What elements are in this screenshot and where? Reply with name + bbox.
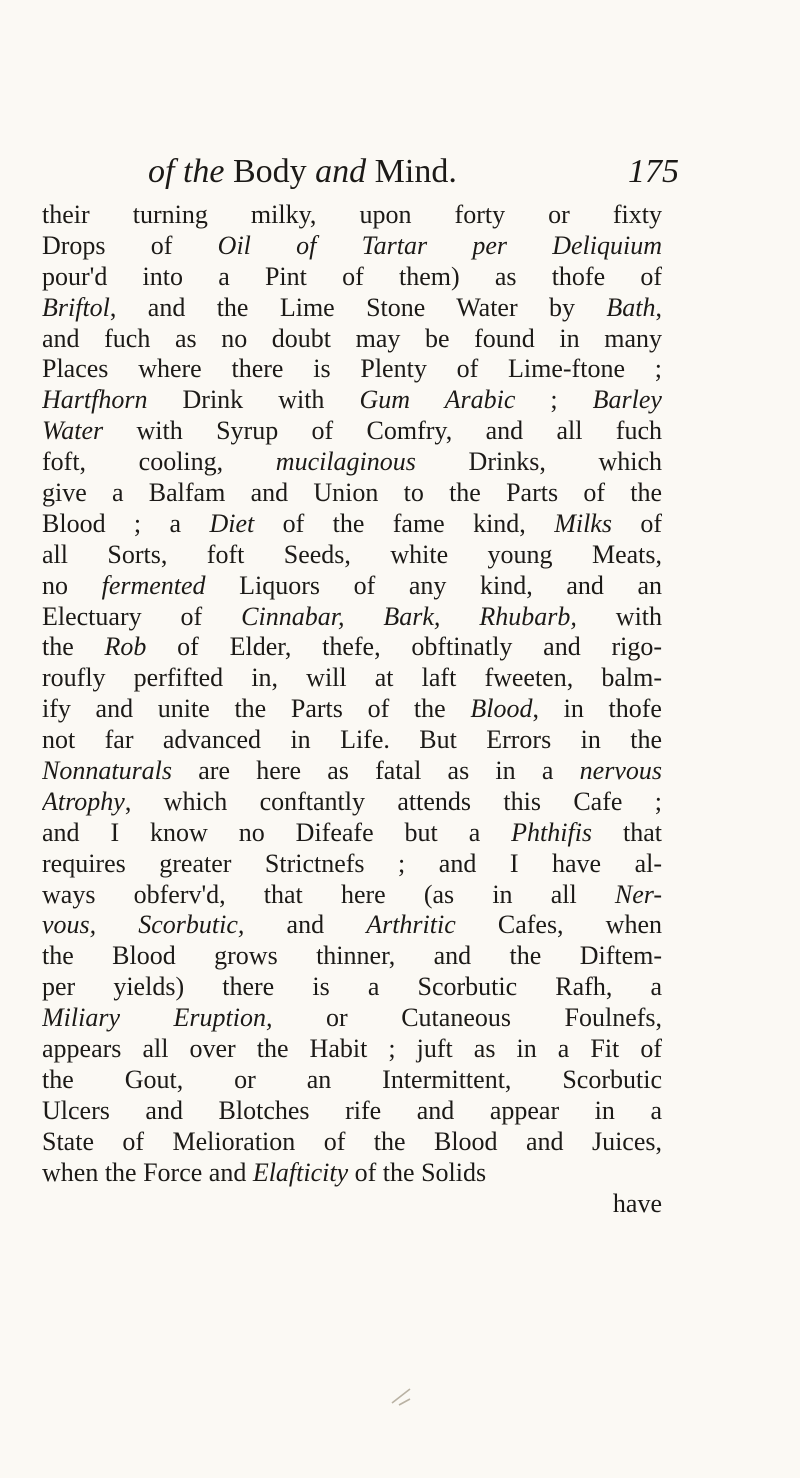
text-segment: Arthritic: [366, 910, 456, 940]
text-line: [42, 663, 662, 694]
text-line: [42, 972, 662, 1003]
text-segment: Phthifis: [511, 817, 593, 847]
text-segment: Diet: [209, 508, 255, 538]
text-segment: per yields) there is a Scorbutic Rafh, a: [42, 972, 662, 1002]
text-segment: Ner-: [614, 879, 662, 909]
text-segment: no: [42, 570, 102, 600]
text-line: [42, 324, 662, 355]
text-segment: foft, cooling,: [42, 447, 276, 477]
text-line: [42, 1003, 662, 1034]
text-line: [42, 571, 662, 602]
text-line: [42, 632, 662, 663]
text-segment: with Syrup of Comfry, and all fuch: [103, 416, 662, 446]
text-segment: Rob: [104, 632, 147, 662]
text-segment: or Cutaneous Foulnefs,: [272, 1003, 662, 1033]
text-segment: State of Melioration of the Blood and Juices,: [42, 1126, 662, 1156]
text-line: [42, 262, 662, 293]
text-segment: Barley: [592, 385, 662, 415]
text-segment: the: [42, 632, 105, 662]
text-segment: give a Balfam and Union to the Parts of the: [42, 478, 662, 508]
running-header: [148, 150, 679, 194]
text-segment: of Elder, thefe, obftinatly and rigo-: [146, 632, 662, 662]
text-line: [42, 231, 662, 262]
text-segment: Elafticity: [252, 1157, 349, 1187]
text-line: [42, 1096, 662, 1127]
text-segment: vous, Scorbutic,: [42, 910, 245, 940]
text-segment: Milks: [554, 508, 612, 538]
text-line: [42, 787, 662, 818]
text-line: [42, 941, 662, 972]
header-prefix: of the: [148, 153, 225, 190]
text-segment: all Sorts, foft Seeds, white young Meats,: [42, 539, 662, 569]
text-segment: Water: [42, 416, 104, 446]
text-line: [42, 509, 662, 540]
text-line: [42, 478, 662, 509]
text-line: [42, 200, 662, 231]
text-segment: , which conftantly attends this Cafe ;: [124, 786, 662, 816]
text-segment: and: [244, 910, 367, 940]
printer-mark-icon: [390, 1385, 414, 1407]
text-segment: Atrophy: [42, 786, 125, 816]
text-segment: of the Solids: [348, 1157, 487, 1187]
text-line: [42, 694, 662, 725]
text-line: [42, 725, 662, 756]
text-segment: nervous: [579, 756, 662, 786]
header-mind: Mind.: [374, 153, 457, 190]
text-segment: Blood ; a: [42, 508, 210, 538]
text-line: [42, 385, 662, 416]
text-segment: Briftol: [42, 292, 110, 322]
text-segment: ify and unite the Parts of the: [42, 694, 471, 724]
text-segment: the Gout, or an Intermittent, Scorbutic: [42, 1064, 662, 1094]
text-segment: and I know no Difeafe but a: [42, 817, 512, 847]
text-line: [42, 447, 662, 478]
text-line: [42, 880, 662, 911]
text-line: [42, 1158, 662, 1189]
header-and: and: [315, 153, 367, 190]
text-segment: , and the Lime Stone Water by: [109, 292, 607, 322]
catchword: have: [612, 1188, 662, 1218]
text-segment: with: [576, 601, 662, 631]
text-line: [42, 540, 662, 571]
text-segment: Ulcers and Blotches rife and appear in a: [42, 1095, 662, 1125]
text-segment: Places where there is Plenty of Lime-ftone ;: [42, 354, 662, 384]
text-line: [42, 1065, 662, 1096]
text-segment: when the Force and: [42, 1157, 253, 1187]
text-segment: Cafes, when: [455, 910, 662, 940]
text-segment: Drinks, which: [415, 447, 662, 477]
text-segment: Liquors of any kind, and an: [205, 570, 662, 600]
page-number: 175: [628, 153, 679, 190]
text-segment: , in thofe: [532, 694, 662, 724]
text-segment: not far advanced in Life. But Errors in the: [42, 725, 662, 755]
header-body: Body: [232, 153, 307, 190]
text-segment: ways obferv'd, that here (as in all: [42, 879, 615, 909]
text-segment: and fuch as no doubt may be found in many: [42, 323, 662, 353]
text-segment: Drops of: [42, 230, 218, 260]
text-line: [42, 293, 662, 324]
text-line: [42, 1127, 662, 1158]
text-segment: Cinnabar, Bark, Rhubarb,: [241, 601, 577, 631]
text-segment: fermented: [101, 570, 206, 600]
text-segment: pour'd into a Pint of them) as thofe of: [42, 261, 662, 291]
text-segment: ,: [655, 292, 662, 322]
text-segment: of: [611, 508, 662, 538]
text-segment: their turning milky, upon forty or fixty: [42, 200, 662, 229]
text-segment: roufly perfifted in, will at laft fweeten, balm-: [42, 663, 662, 693]
text-segment: Drink with: [147, 385, 360, 415]
text-line: [42, 849, 662, 880]
text-segment: Oil of Tartar per Deliquium: [217, 230, 662, 260]
text-segment: ;: [515, 385, 593, 415]
text-segment: Nonnaturals: [42, 756, 173, 786]
text-line: [42, 756, 662, 787]
text-line: [42, 602, 662, 633]
text-segment: Blood: [470, 694, 533, 724]
text-line: [42, 354, 662, 385]
text-segment: Miliary Eruption,: [42, 1003, 273, 1033]
text-line: [42, 910, 662, 941]
text-segment: Hartfhorn: [42, 385, 148, 415]
text-segment: mucilaginous: [275, 447, 416, 477]
text-segment: are here as fatal as in a: [172, 756, 580, 786]
text-segment: that: [592, 817, 662, 847]
text-segment: of the fame kind,: [254, 508, 555, 538]
text-line: [42, 818, 662, 849]
text-line: [42, 1034, 662, 1065]
text-segment: the Blood grows thinner, and the Diftem-: [42, 941, 662, 971]
text-line: [42, 416, 662, 447]
text-segment: requires greater Strictnefs ; and I have al-: [42, 848, 662, 878]
body-text: [42, 200, 662, 1219]
text-segment: Bath: [606, 292, 656, 322]
text-segment: Gum Arabic: [359, 385, 516, 415]
text-segment: appears all over the Habit ; juft as in a Fit of: [42, 1034, 662, 1064]
text-segment: Electuary of: [42, 601, 242, 631]
